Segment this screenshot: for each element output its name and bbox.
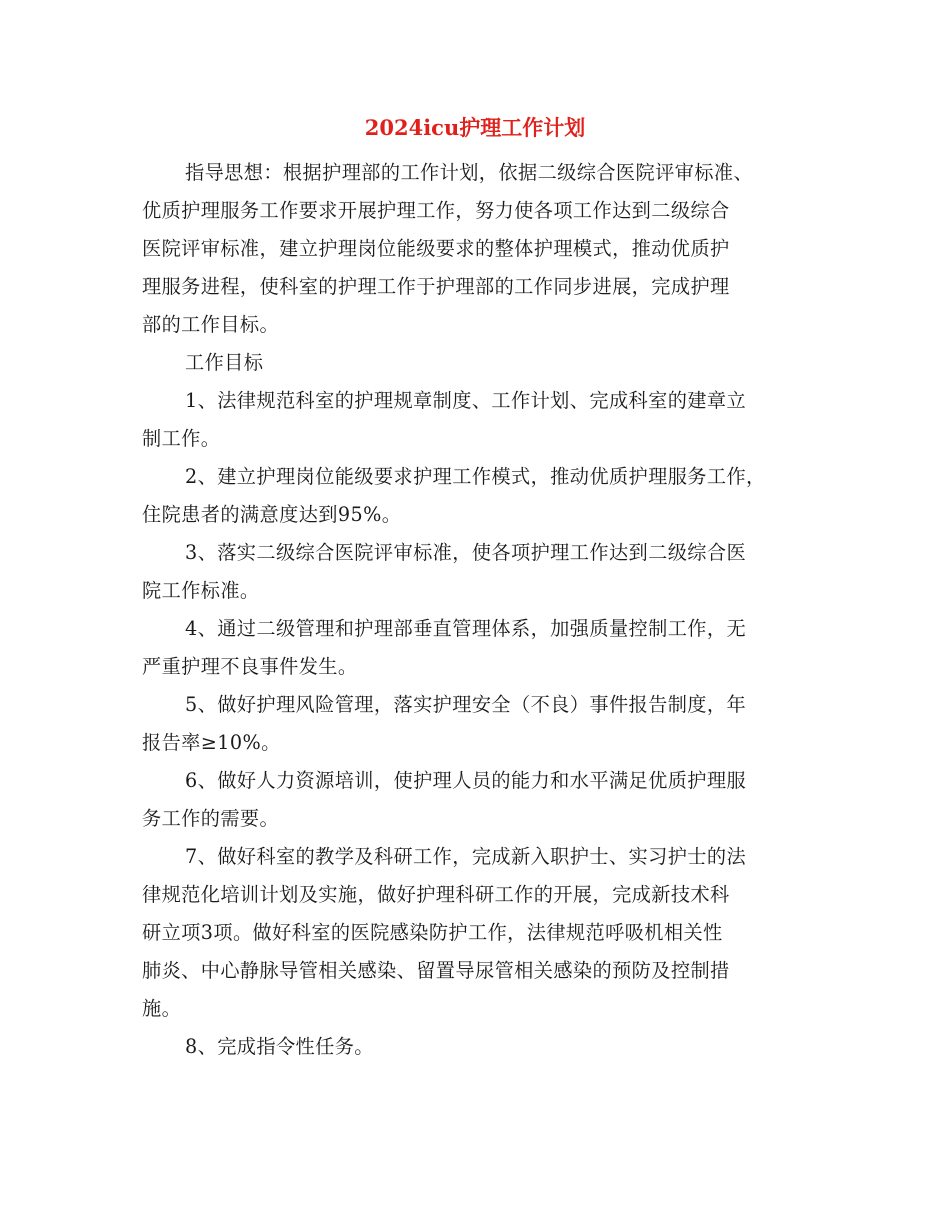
paragraph-line: 施。 — [142, 997, 182, 1020]
document-body — [142, 154, 812, 1066]
paragraph-line: 研立项3项。做好科室的医院感染防护工作，法律规范呼吸机相关性 — [142, 921, 723, 944]
paragraph-line: 7、做好科室的教学及科研工作，完成新入职护士、实习护士的法 — [185, 845, 747, 868]
paragraph-line: 院工作标准。 — [142, 579, 260, 602]
paragraph-line: 制工作。 — [142, 427, 221, 450]
paragraph-line: 肺炎、中心静脉导管相关感染、留置导尿管相关感染的预防及控制措 — [142, 959, 730, 982]
paragraph — [142, 344, 812, 382]
paragraph-line: 医院评审标准，建立护理岗位能级要求的整体护理模式，推动优质护 — [142, 237, 730, 260]
paragraph — [142, 610, 812, 686]
paragraph — [142, 458, 812, 534]
paragraph-line: 务工作的需要。 — [142, 807, 280, 830]
paragraph — [142, 1028, 812, 1066]
paragraph-line: 5、做好护理风险管理，落实护理安全（不良）事件报告制度，年 — [185, 693, 747, 716]
paragraph-line: 指导思想：根据护理部的工作计划，依据二级综合医院评审标准、 — [185, 161, 754, 184]
paragraph-line: 4、通过二级管理和护理部垂直管理体系，加强质量控制工作，无 — [185, 617, 747, 640]
paragraph — [142, 534, 812, 610]
paragraph-line: 理服务进程，使科室的护理工作于护理部的工作同步进展，完成护理 — [142, 275, 730, 298]
paragraph — [142, 838, 812, 1028]
paragraph-line: 优质护理服务工作要求开展护理工作，努力使各项工作达到二级综合 — [142, 199, 730, 222]
paragraph-line: 部的工作目标。 — [142, 313, 280, 336]
paragraph-line: 严重护理不良事件发生。 — [142, 655, 358, 678]
paragraph — [142, 154, 812, 344]
paragraph-line: 报告率≥10%。 — [142, 731, 281, 754]
paragraph-line: 8、完成指令性任务。 — [185, 1035, 374, 1058]
paragraph — [142, 762, 812, 838]
paragraph-line: 律规范化培训计划及实施，做好护理科研工作的开展，完成新技术科 — [142, 883, 730, 906]
paragraph-line: 1、法律规范科室的护理规章制度、工作计划、完成科室的建章立 — [185, 389, 747, 412]
paragraph — [142, 382, 812, 458]
paragraph-line: 2、建立护理岗位能级要求护理工作模式，推动优质护理服务工作， — [185, 465, 766, 488]
paragraph-line: 工作目标 — [185, 351, 264, 374]
paragraph-line: 3、落实二级综合医院评审标准，使各项护理工作达到二级综合医 — [185, 541, 747, 564]
document-title: 2024icu护理工作计划 — [364, 115, 586, 140]
paragraph — [142, 686, 812, 762]
paragraph-line: 住院患者的满意度达到95%。 — [142, 503, 402, 526]
paragraph-line: 6、做好人力资源培训，使护理人员的能力和水平满足优质护理服 — [185, 769, 747, 792]
